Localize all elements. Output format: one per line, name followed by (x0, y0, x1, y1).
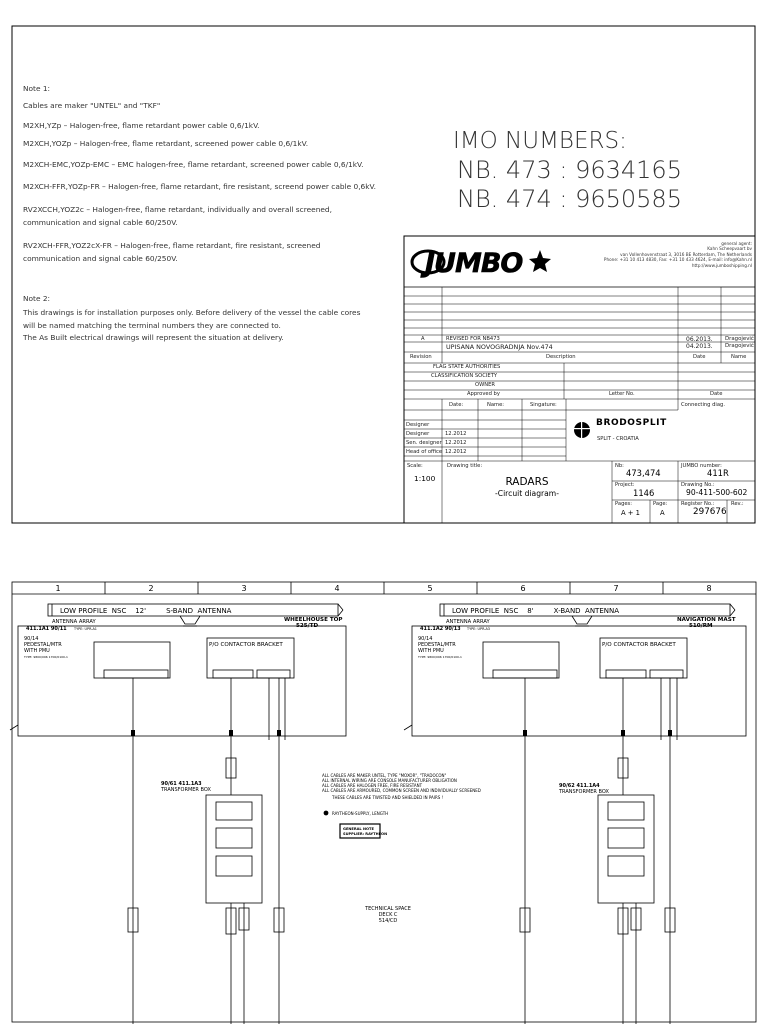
left-antenna-type: TYPE: UPR-A1 (74, 627, 97, 631)
note-1 (23, 84, 50, 94)
note-1-line: RV2XCH-FFR,YOZ2cX-FR – Halogen-free, flame retardant, fire resistant, screened (23, 241, 321, 250)
right-location-code: 510/RM (689, 623, 713, 629)
revision-desc-1: REVISED FOR NB473 (446, 336, 500, 342)
right-antenna-header: LOW PROFILE NSC 8' X-BAND ANTENNA (452, 607, 620, 615)
left-pedestal-type: TYPE: 9800/096 1700/0100-1 (24, 655, 68, 659)
connecting-diag: Connecting diag. (681, 402, 725, 408)
scale-value: 1:100 (414, 474, 436, 483)
svg-text:JUMBO: JUMBO (425, 248, 523, 279)
company-name: BRODOSPLIT (596, 418, 667, 428)
col-date: Date: (449, 402, 464, 408)
left-antenna-header: LOW PROFILE NSC 12' S-BAND ANTENNA (60, 607, 232, 615)
column-number: 5 (427, 584, 433, 593)
center-note: ALL CABLES ARE ARMOURED, COMMON SCREEN AND INDIVIDUALLY SCREENED (322, 788, 481, 793)
right-antenna-type: TYPE: UPR-A3 (467, 627, 490, 631)
rev-label: Rev.: (731, 501, 744, 507)
role: Head of office (406, 449, 443, 455)
column-number: 3 (241, 584, 247, 593)
flag-state: FLAG STATE AUTHORITIES (433, 364, 501, 370)
note-1-line: communication and signal cable 60/250V. (23, 218, 178, 227)
role: Designer (406, 422, 430, 428)
note-2-line: This drawings is for installation purposes only. Before delivery of the vessel the cable cores (23, 308, 361, 317)
approved-by: Approved by (467, 391, 500, 397)
right-antenna-array: ANTENNA ARRAY (446, 619, 490, 625)
project-value: 1146 (633, 488, 655, 498)
revision-desc-2: UPISANA NOVOGRADNJA Nov.474 (446, 343, 553, 351)
company-sub: SPLIT - CROATIA (597, 436, 639, 442)
register-value: 297676 (693, 507, 727, 517)
role: Sen. designer (406, 440, 442, 446)
note-1-title: Note 1: (23, 84, 51, 93)
note-2-title: Note 2: (23, 294, 51, 303)
right-pedestal-type: TYPE: 9800/096 1700/0100-1 (418, 655, 462, 659)
role-date: 12.2012 (445, 449, 467, 455)
revision-mark: A (421, 336, 425, 342)
pages-label: Pages: (615, 501, 633, 507)
column-number: 1 (55, 584, 61, 593)
agent-line: http://www.jumboshipping.nl (691, 262, 752, 268)
col-signature: Singature: (530, 402, 557, 408)
owner: OWNER (475, 382, 495, 388)
left-transformer-ref: 90/61 411.1A3 (161, 781, 202, 787)
general-note: GENERAL NOTE (343, 827, 374, 831)
imo-title: IMO NUMBERS: (453, 128, 627, 154)
right-antenna-ref: 411.1A2 90/13 (420, 626, 461, 632)
general-agent (604, 241, 752, 268)
revision-name-2: Dragojević (725, 343, 754, 349)
scale-label: Scale: (407, 463, 423, 469)
agent-line: general agent: (721, 241, 752, 246)
date-label: Date (710, 391, 723, 397)
drawing-title: RADARS (505, 476, 549, 488)
nb-value: 473,474 (626, 468, 661, 478)
right-transformer-ref: 90/62 411.1A4 (559, 783, 600, 789)
center-note: ALL CABLES ARE MAKER UNTEL, TYPE "MOXOR", "TRADOCON" (322, 773, 447, 778)
note-1-line: communication and signal cable 60/250V. (23, 254, 178, 263)
hdr-date: Date (693, 354, 706, 360)
register-label: Register No.: (681, 501, 715, 507)
supply-note: RAYTHEON-SUPPLY, LENGTH (332, 811, 389, 816)
left-transformer: TRANSFORMER BOX (161, 787, 211, 793)
right-pedestal-line: PEDESTAL/MTR (418, 642, 456, 648)
role-date: 12.2012 (445, 440, 467, 446)
tech-space: TECHNICAL SPACE (365, 906, 411, 912)
imo-line-1: NB. 473 : 9634165 (457, 156, 682, 184)
note-2-line: will be named matching the terminal numbers they are connected to. (23, 321, 281, 330)
page-label: Page: (653, 501, 668, 507)
right-transformer: TRANSFORMER BOX (559, 789, 609, 795)
revision-date-2: 04.2013. (686, 343, 713, 350)
drawing-no-label: Drawing No.: (681, 482, 715, 488)
page-value: A (660, 509, 665, 517)
note-1-line: M2XCH,YOZp – Halogen-free, flame retardant, screened power cable 0,6/1kV. (23, 139, 309, 148)
right-location: NAVIGATION MAST (677, 617, 736, 623)
right-contactor: P/O CONTACTOR BRACKET (602, 642, 676, 648)
column-number: 6 (520, 584, 526, 593)
hdr-name: Name (731, 354, 747, 360)
note-1-line: M2XCH-EMC,YOZp-EMC – EMC halogen-free, flame retardant, screened power cable 0,6/1kV. (23, 160, 364, 169)
drawing-title-label: Drawing title: (447, 463, 483, 469)
revision-name-1: Dragojević (725, 336, 754, 342)
center-note: THESE CABLES ARE TWISTED AND SHIELDED IN PAIRS ! (332, 795, 444, 800)
left-pedestal-line: 90/14 (24, 636, 39, 642)
agent-line: van Vollenhovenstraat 3, 3016 BE Rotterdam, The Netherlands (620, 251, 752, 257)
brodosplit-logo (574, 422, 590, 438)
jumbo-logo (412, 248, 551, 279)
column-number: 2 (148, 584, 154, 593)
left-pedestal-line: PEDESTAL/MTR (24, 642, 62, 648)
tech-space: 514/CD (378, 918, 398, 924)
drawing-subtitle: -Circuit diagram- (495, 489, 559, 498)
left-antenna-array: ANTENNA ARRAY (52, 619, 96, 625)
jumbo-number: 411R (707, 468, 729, 478)
nb-label: Nb: (615, 463, 624, 469)
column-number: 7 (613, 584, 619, 593)
left-contactor: P/O CONTACTOR BRACKET (209, 642, 283, 648)
agent-line: Phone: +31 10 413 4830, Fax: +31 10 433 4624, E-mail: info@Kahn.nl (603, 257, 752, 263)
jumbo-number-label: JUMBO number: (681, 463, 722, 469)
imo-line-2: NB. 474 : 9650585 (457, 185, 682, 213)
note-2-line: The As Built electrical drawings will represent the situation at delivery. (23, 333, 284, 342)
note-1-line: Cables are maker "UNTEL" and "TKF" (23, 101, 161, 110)
agent-line: Kahn Scheepvaart bv (707, 246, 752, 252)
note-1-line: M2XH,YZp – Halogen-free, flame retardant power cable 0,6/1kV. (23, 121, 260, 130)
center-note: ALL INTERNAL WIRING ARE CONSOLE MANUFACTURER OBLIGATION (322, 778, 457, 783)
column-number: 8 (706, 584, 712, 593)
left-pedestal-line: WITH PMU (24, 648, 50, 654)
revision-date-1: 06.2013. (686, 336, 713, 343)
center-note: ALL CABLES ARE HALOGEN FREE, FIRE RESISTANT (322, 783, 423, 788)
class-society: CLASSIFICATION SOCIETY (431, 373, 498, 379)
project-label: Project: (615, 482, 635, 488)
role-date: 12.2012 (445, 431, 467, 437)
circuit-diagram (0, 580, 768, 1024)
hdr-description: Description (546, 354, 576, 360)
pages-value: A + 1 (621, 509, 640, 517)
left-antenna-ref: 411.1A1 90/11 (26, 626, 67, 632)
col-name: Name: (487, 402, 505, 408)
right-pedestal-line: 90/14 (418, 636, 433, 642)
hdr-revision: Revision (410, 354, 432, 360)
drawing-no: 90-411-500-602 (686, 488, 748, 497)
left-location: WHEELHOUSE TOP (284, 617, 343, 623)
general-note-supplier: SUPPLIER: RAYTHEON (343, 832, 388, 836)
column-number: 4 (334, 584, 340, 593)
note-1-line: M2XCH-FFR,YOZp-FR – Halogen-free, flame retardant, fire resistant, screend power cable 0,6kV. (23, 182, 376, 191)
note-1-line: RV2XCCH,YOZ2c – Halogen-free, flame retardant, individually and overall screened, (23, 205, 332, 214)
letter-no: Letter No. (609, 391, 635, 397)
role: Designer (406, 431, 430, 437)
tech-space: DECK C (378, 912, 398, 918)
right-pedestal-line: WITH PMU (418, 648, 444, 654)
left-location-code: 525/TD (296, 623, 319, 629)
